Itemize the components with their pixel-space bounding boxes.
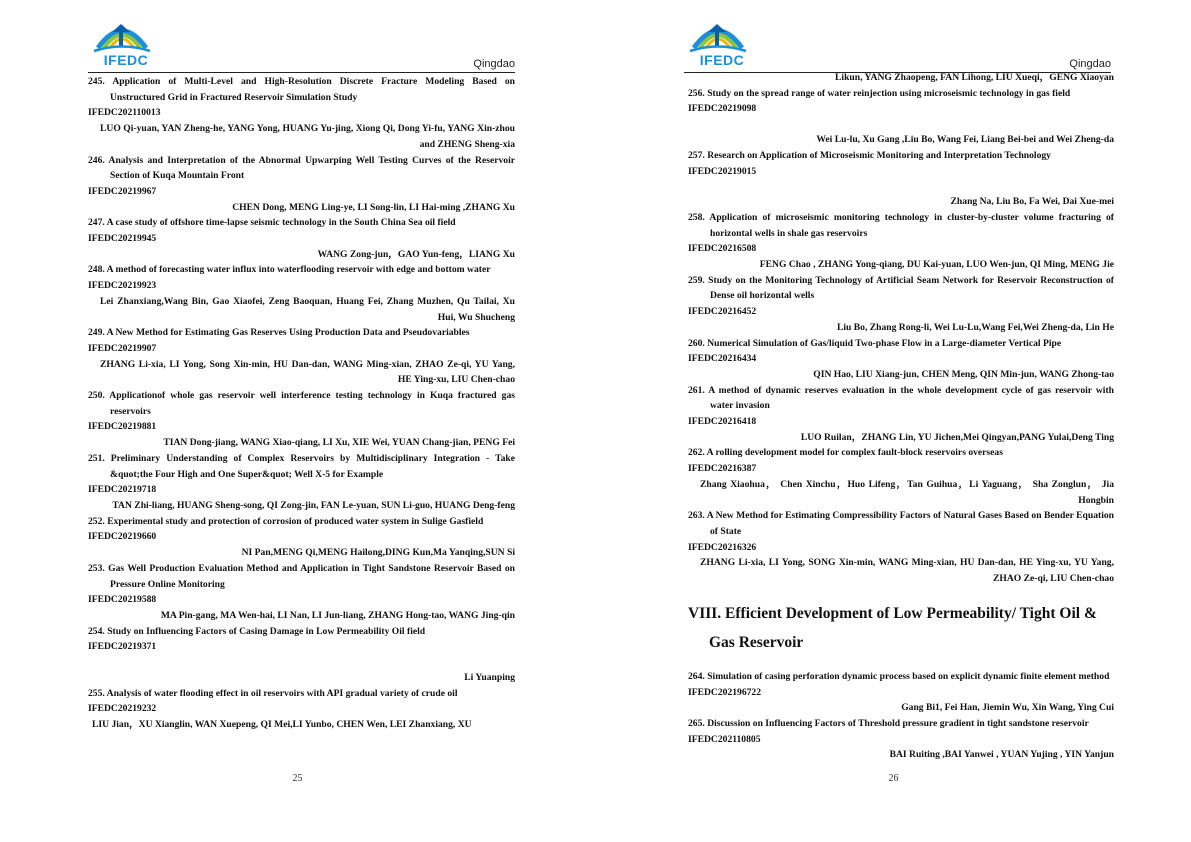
list-item [688, 716, 1114, 763]
list-item [688, 210, 1114, 273]
list-item [88, 262, 515, 325]
right-page [596, 0, 1191, 842]
header-divider [88, 72, 515, 73]
list-item [88, 451, 515, 514]
list-item [688, 86, 1114, 148]
entry-code: IFEDC20216418 [688, 416, 757, 428]
entry-title: 265. Discussion on Influencing Factors of Threshold pressure gradient in tight sandstone reservoir [688, 717, 1089, 729]
page-number: 26 [888, 773, 899, 784]
entry-authors: CHEN Dong, MENG Ling-ye, LI Song-lin, LI Hai-ming ,ZHANG Xu [232, 201, 515, 213]
entry-title: 260. Numerical Simulation of Gas/liquid Two-phase Flow in a Large-diameter Vertical Pipe [688, 337, 1062, 349]
entry-title: 253. Gas Well Production Evaluation Method and Application in Tight Sandstone Reservoir Based on Pressure Online Monitoring [88, 562, 515, 590]
list-item [688, 383, 1114, 446]
list-item [88, 388, 515, 451]
entry-title: 263. A New Method for Estimating Compressibility Factors of Natural Gases Based on Bender Equation of State [688, 510, 1114, 537]
entry-title: 257. Research on Application of Microseismic Monitoring and Interpretation Technology [688, 149, 1051, 161]
entry-title: 255. Analysis of water flooding effect in oil reservoirs with API gradual variety of crude oil [88, 687, 458, 699]
entry-authors: LUO Qi-yuan, YAN Zheng-he, YANG Yong, HUANG Yu-jing, Xiong Qi, Dong Yi-fu, YANG Xin-zhou and ZHENG Sheng-xia [100, 123, 515, 150]
entry-authors: MA Pin-gang, MA Wen-hai, LI Nan, LI Jun-liang, ZHANG Hong-tao, WANG Jing-qin [160, 609, 515, 621]
logo-text: IFEDC [699, 52, 745, 68]
entry-code: IFEDC202110805 [688, 733, 761, 745]
entry-code: IFEDC20216434 [688, 353, 757, 365]
entry-authors: QIN Hao, LIU Xiang-jun, CHEN Meng, QIN Min-jun, WANG Zhong-tao [813, 368, 1114, 380]
entry-title: 259. Study on the Monitoring Technology of Artificial Seam Network for Reservoir Reconstruction of Dense oil horizontal wells [688, 274, 1114, 302]
entry-code: IFEDC20216387 [688, 463, 757, 475]
ifedc-logo [90, 18, 154, 70]
section-heading [688, 599, 1114, 657]
list-item [88, 561, 515, 624]
entry-code: IFEDC20219098 [688, 103, 757, 115]
entry-authors: Li Yuanping [464, 672, 515, 684]
entry-authors: Wei Lu-lu, Xu Gang ,Liu Bo, Wang Fei, Liang Bei-bei and Wei Zheng-da [816, 134, 1114, 146]
entry-code: IFEDC20219232 [88, 703, 157, 715]
entry-title: 246. Analysis and Interpretation of the Abnormal Upwarping Well Testing Curves of the Reservoir Section of Kuqa Mountain Front [88, 154, 515, 182]
entry-title: 245. Application of Multi-Level and High-Resolution Discrete Fracture Modeling Based on Unstructured Grid in Fractured Reservoir Simulation Study [88, 76, 515, 103]
entry-code: IFEDC20219945 [88, 233, 157, 245]
list-item [88, 514, 515, 561]
entry-authors: Lei Zhanxiang,Wang Bin, Gao Xiaofei, Zeng Baoquan, Huang Fei, Zhang Muzhen, Qu Tailai, Xu Hui, Wu Shucheng [100, 295, 515, 323]
entry-code: IFEDC20219588 [88, 594, 157, 606]
entry-authors: BAI Ruiting ,BAI Yanwei , YUAN Yujing , YIN Yanjun [889, 749, 1114, 761]
entry-authors: ZHANG Li-xia, LI Yong, Song Xin-min, HU Dan-dan, WANG Ming-xian, ZHAO Ze-qi, YU Yang, HE Ying-xu, LIU Chen-chao [100, 358, 515, 386]
entry-code: IFEDC20216326 [688, 541, 757, 553]
entry-code: IFEDC20219660 [88, 531, 157, 543]
list-item [688, 336, 1114, 383]
entry-authors: NI Pan,MENG Qi,MENG Hailong,DING Kun,Ma Yanqing,SUN Si [241, 547, 515, 559]
list-item [88, 325, 515, 388]
list-item [88, 215, 515, 262]
entry-title: 249. A New Method for Estimating Gas Reserves Using Production Data and Pseudovariables [88, 327, 470, 339]
entry-code: IFEDC202196722 [688, 686, 762, 698]
entry-authors: Zhang Na, Liu Bo, Fa Wei, Dai Xue-mei [950, 196, 1114, 208]
entry-list [688, 70, 1114, 763]
entry-code: IFEDC20219923 [88, 280, 157, 292]
entry-code: IFEDC20219015 [688, 165, 757, 177]
entry-title: 252. Experimental study and protection of corrosion of produced water system in Sulige Gasfield [88, 515, 484, 527]
entry-authors: Zhang Xiaohua， Chen Xinchu，Huo Lifeng，Tan Guihua，Li Yaguang， Sha Zonglun， Jia Hongbin [700, 478, 1114, 506]
entry-code: IFEDC20216508 [688, 243, 757, 255]
entry-code: IFEDC20219718 [88, 484, 157, 496]
entry-authors-continued: Likun, YANG Zhaopeng, FAN Lihong, LIU Xueqi，GENG Xiaoyan [835, 72, 1114, 83]
entry-title: 254. Study on Influencing Factors of Casing Damage in Low Permeability Oil field [88, 625, 426, 637]
page-header [684, 18, 1111, 74]
list-item [88, 624, 515, 686]
entry-code: IFEDC20219371 [88, 641, 157, 653]
ifedc-logo [686, 18, 750, 70]
page-header [88, 18, 515, 74]
list-item [88, 74, 515, 153]
entry-code: IFEDC20219881 [88, 421, 157, 433]
list-item [88, 153, 515, 216]
entry-code: IFEDC202110013 [88, 107, 161, 119]
entry-authors: Liu Bo, Zhang Rong-li, Wei Lu-Lu,Wang Fei,Wei Zheng-da, Lin He [836, 321, 1114, 333]
list-item [88, 686, 515, 733]
entry-code: IFEDC20219907 [88, 342, 157, 354]
entry-title: 262. A rolling development model for complex fault-block reservoirs overseas [688, 447, 1003, 459]
list-item [688, 508, 1114, 587]
entry-authors: LIU Jian，XU Xianglin, WAN Xuepeng, QI Mei,LI Yunbo, CHEN Wen, LEI Zhanxiang, XU [92, 719, 472, 731]
entry-authors: LUO Ruilan，ZHANG Lin, YU Jichen,Mei Qingyan,PANG Yulai,Deng Ting [800, 431, 1114, 443]
page-number: 25 [292, 773, 303, 784]
entry-title: 258. Application of microseismic monitoring technology in cluster-by-cluster volume fracturing of horizontal wells in shale gas reservoirs [688, 211, 1114, 239]
left-page [0, 0, 595, 842]
list-item [688, 273, 1114, 336]
entry-title: 256. Study on the spread range of water reinjection using microseismic technology in gas field [688, 87, 1071, 99]
header-city: Qingdao [473, 58, 515, 70]
header-city: Qingdao [1069, 58, 1111, 70]
entry-title: 248. A method of forecasting water influx into waterflooding reservoir with edge and bottom water [88, 264, 491, 276]
entry-authors: ZHANG Li-xia, LI Yong, SONG Xin-min, WANG Ming-xian, HU Dan-dan, HE Ying-xu, YU Yang, ZHAO Ze-qi, LIU Chen-chao [700, 557, 1114, 585]
entry-list [88, 74, 515, 733]
entry-authors: Gang Bi1, Fei Han, Jiemin Wu, Xin Wang, Ying Cui [901, 702, 1114, 714]
entry-authors: TAN Zhi-liang, HUANG Sheng-song, QI Zong-jin, FAN Le-yuan, SUN Li-guo, HUANG Deng-feng [112, 499, 515, 511]
entry-code: IFEDC20216452 [688, 306, 757, 318]
section-heading-line: VIII. Efficient Development of Low Permeability/ Tight Oil & [688, 604, 1097, 622]
entry-authors: TIAN Dong-jiang, WANG Xiao-qiang, LI Xu, XIE Wei, YUAN Chang-jian, PENG Fei [163, 437, 515, 449]
entry-authors: WANG Zong-jun，GAO Yun-feng，LIANG Xu [317, 248, 515, 260]
logo-text: IFEDC [103, 52, 149, 68]
entry-title: 247. A case study of offshore time-lapse seismic technology in the South China Sea oil field [88, 217, 456, 229]
entry-title: 250. Applicationof whole gas reservoir well interference testing technology in Kuqa fractured gas reservoirs [88, 390, 515, 417]
entry-code: IFEDC20219967 [88, 185, 157, 197]
list-item [688, 148, 1114, 210]
section-heading-line: Gas Reservoir [709, 633, 804, 651]
entry-title: 261. A method of dynamic reserves evaluation in the whole development cycle of gas reservoir with water invasion [688, 384, 1114, 412]
entry-title: 264. Simulation of casing perforation dynamic process based on explicit dynamic finite element method [688, 670, 1110, 682]
entry-authors: FENG Chao , ZHANG Yong-qiang, DU Kai-yuan, LUO Wen-jun, QI Ming, MENG Jie [759, 259, 1114, 271]
entry-title: 251. Preliminary Understanding of Complex Reservoirs by Multidisciplinary Integration - Take &quot;the Four High and One Super&quot; Well X-5 for Example [88, 452, 515, 480]
list-item [688, 669, 1114, 716]
list-item [688, 445, 1114, 508]
